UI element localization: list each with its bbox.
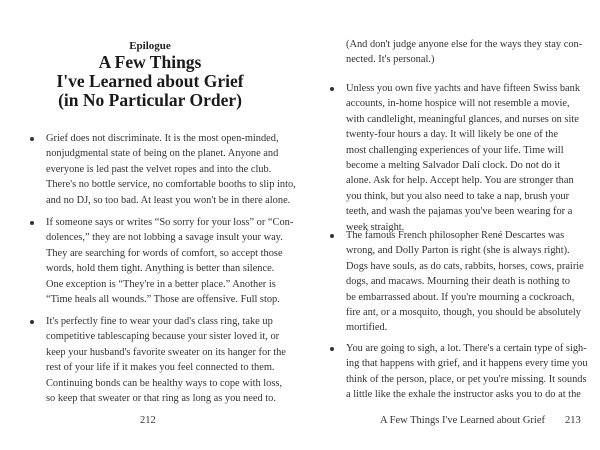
text-line: words, hold them tight. Anything is better than silence. bbox=[46, 263, 275, 275]
bullet-icon bbox=[330, 347, 334, 351]
text-line: nonjudgmental state of being on the planet. Anyone and bbox=[46, 148, 279, 160]
text-line: You are going to sigh, a lot. There's a certain type of sigh- bbox=[346, 343, 587, 354]
bullet-icon bbox=[30, 221, 34, 225]
text-line: Continuing bonds can be healthy ways to cope with loss, bbox=[46, 377, 283, 389]
text-line: twenty-four hours a day. It will likely be one of the bbox=[346, 129, 558, 141]
bullet-icon bbox=[330, 87, 334, 91]
bullet-item bbox=[46, 314, 286, 406]
text-line: If someone says or writes “So sorry for your loss” or “Con- bbox=[46, 217, 294, 228]
text-line: Unless you own five yachts and have fifteen Swiss bank bbox=[346, 83, 581, 94]
text-line: The famous French philosopher René Descartes was bbox=[346, 230, 565, 241]
text-line: and no DJ, so too bad. At least you won't be in there alone. bbox=[46, 194, 291, 206]
chapter-label: Epilogue bbox=[129, 40, 171, 52]
text-line: with candlelight, meaningful glances, and nurses on site bbox=[346, 113, 579, 125]
text-line: dogs, and macaws. Mourning their death is nothing to bbox=[346, 276, 570, 288]
chapter-title bbox=[0, 53, 300, 110]
text-line: you think, but you also need to take a nap, brush your bbox=[346, 190, 570, 202]
text-line: most challenging experiences of your life. Time will bbox=[346, 144, 564, 156]
bullet-icon bbox=[30, 137, 34, 141]
text-line: be embarrassed about. If you're mourning a cockroach, bbox=[346, 291, 575, 303]
bullet-icon bbox=[30, 320, 34, 324]
bullet-item bbox=[46, 215, 293, 307]
chapter-title-line: I've Learned about Grief bbox=[56, 71, 244, 91]
bullet-icon bbox=[330, 234, 334, 238]
text-line: It's perfectly fine to wear your dad's class ring, take up bbox=[46, 316, 273, 327]
text-line: There's no bottle service, no comfortable booths to slip into, bbox=[46, 179, 296, 191]
bullet-item bbox=[346, 81, 580, 235]
chapter-title-line: A Few Things bbox=[98, 52, 202, 72]
text-line: keep your husband's favorite sweater on its hanger for the bbox=[46, 346, 286, 358]
text-line: competitive tablescaping because your sister loved it, or bbox=[46, 331, 280, 343]
text-line: They are searching for words of comfort, so accept those bbox=[46, 247, 283, 259]
text-line: fire ant, or a mosquito, though, you should be absolutely bbox=[346, 307, 581, 319]
chapter-title-line: (in No Particular Order) bbox=[58, 90, 242, 110]
page-number-right: 213 bbox=[565, 415, 581, 426]
text-line: rest of your life if it makes you feel connected to them. bbox=[46, 362, 275, 374]
text-line: so keep that sweater or that ring as long as you need to. bbox=[46, 393, 276, 405]
continued-paragraph bbox=[346, 37, 582, 68]
text-line: teeth, and wash the pajamas you've been wearing for a bbox=[346, 206, 573, 218]
text-line: “Time heals all wounds.” Those are offensive. Full stop. bbox=[46, 294, 280, 306]
text-line: everyone is led past the velvet ropes and into the club. bbox=[46, 163, 272, 175]
bullet-item bbox=[46, 131, 296, 208]
text-line: accounts, in-home hospice will not resemble a movie, bbox=[346, 98, 570, 110]
text-line: a little like the exhale the instructor asks you to do at the bbox=[346, 389, 581, 401]
bullet-item bbox=[346, 228, 584, 336]
bullet-item bbox=[346, 341, 588, 403]
text-line: nected. It's personal.) bbox=[346, 54, 435, 66]
text-line: mortified. bbox=[346, 322, 388, 334]
text-line: think of the person, place, or pet you're missing. It sounds bbox=[346, 373, 587, 385]
text-line: Grief does not discriminate. It is the most open-minded, bbox=[46, 133, 279, 144]
text-line: dolences,” they are not lobbing a savage insult your way. bbox=[46, 232, 283, 244]
text-line: week straight. bbox=[346, 221, 405, 233]
page-number-left: 212 bbox=[140, 415, 156, 426]
text-line: ing that happens with grief, and it happens every time you bbox=[346, 358, 588, 370]
text-line: One exception is “They're in a better place.” Another is bbox=[46, 278, 276, 290]
text-line: Dogs have souls, as do cats, rabbits, horses, cows, prairie bbox=[346, 260, 584, 272]
text-line: wrong, and Dolly Parton is right (she is always right). bbox=[346, 245, 570, 257]
text-line: alone. Ask for help. Accept help. You are stronger than bbox=[346, 175, 574, 187]
running-head: A Few Things I've Learned about Grief bbox=[380, 415, 545, 426]
text-line: become a melting Salvador Dalí clock. Do not do it bbox=[346, 160, 561, 172]
text-line: (And don't judge anyone else for the ways they stay con- bbox=[346, 39, 583, 50]
